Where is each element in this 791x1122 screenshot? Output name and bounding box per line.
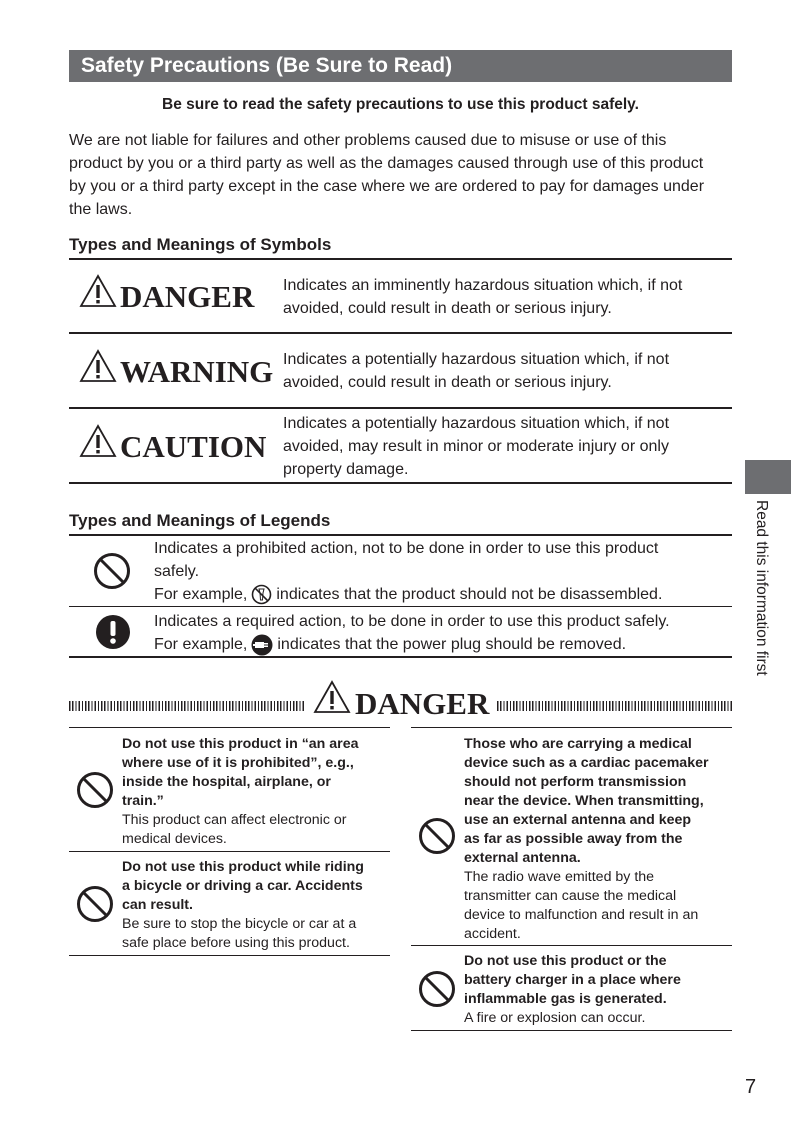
divider xyxy=(69,407,732,409)
danger-item-text: Do not use this product or the battery charger in a place where inflammable gas is generated. A fire or explosion can occur. xyxy=(464,953,681,1026)
alert-triangle-icon xyxy=(79,349,117,383)
section-tab xyxy=(745,460,791,494)
danger-symbol-word: DANGER xyxy=(120,279,255,314)
prohibited-icon xyxy=(76,885,114,923)
divider xyxy=(69,727,390,728)
divider xyxy=(69,534,732,536)
alert-triangle-icon xyxy=(79,274,117,308)
unplug-icon xyxy=(251,634,273,656)
danger-item-text: Do not use this product while riding a bicycle or driving a car. Accidents can result. Be sure to stop the bicycle or car at a safe place before using this product. xyxy=(122,859,364,951)
caution-description: Indicates a potentially hazardous situation which, if not avoided, may result in minor or moderate injury or only property damage. xyxy=(283,415,670,478)
danger-item-text: Those who are carrying a medical device such as a cardiac pacemaker should not perform transmission near the device. When transmitting, use an external antenna and keep as far as possible away from the external antenna. The radio wave emitted by the transmitter can cause the medical device to malfunction and result in an accident. xyxy=(464,736,709,942)
page-title: Safety Precautions (Be Sure to Read) xyxy=(81,54,453,77)
divider xyxy=(411,1030,732,1031)
prohibited-icon xyxy=(418,970,456,1008)
required-legend-text: Indicates a required action, to be done in order to use this product safely. For example, indicates that the power plug should be removed. xyxy=(154,610,670,656)
subtitle: Be sure to read the safety precautions to use this product safely. xyxy=(162,96,639,113)
section-tab-label: Read this information first xyxy=(753,500,770,676)
divider xyxy=(69,482,732,484)
mandatory-action-icon xyxy=(95,614,131,650)
intro-paragraph: We are not liable for failures and other problems caused due to misuse or use of this product by you or a third party as well as the damages caused through use of this product by you or a third party except in the case where we are ordered to pay for damages under the laws. xyxy=(69,132,705,218)
danger-item-text: Do not use this product in “an area where use of it is prohibited”, e.g., inside the hospital, airplane, or train.” This product can affect electronic or medical devices. xyxy=(122,736,359,847)
prohibited-icon xyxy=(418,817,456,855)
title-bar xyxy=(69,50,732,82)
danger-heading: DANGER xyxy=(355,686,490,721)
divider xyxy=(69,656,732,658)
warning-description: Indicates a potentially hazardous situation which, if not avoided, could result in death or serious injury. xyxy=(283,351,670,391)
caution-symbol-word: CAUTION xyxy=(120,429,267,464)
alert-triangle-icon xyxy=(313,680,351,714)
page-number: 7 xyxy=(745,1076,757,1098)
no-disassembly-icon xyxy=(251,584,272,605)
legends-heading: Types and Meanings of Legends xyxy=(69,511,331,530)
divider xyxy=(411,945,732,946)
hatch-rule-right xyxy=(497,701,732,711)
prohibited-icon xyxy=(93,552,131,590)
divider xyxy=(69,258,732,260)
divider xyxy=(69,332,732,334)
prohibited-icon xyxy=(76,771,114,809)
symbols-heading: Types and Meanings of Symbols xyxy=(69,235,332,254)
divider xyxy=(69,955,390,956)
danger-description: Indicates an imminently hazardous situation which, if not avoided, could result in death or serious injury. xyxy=(283,277,683,317)
alert-triangle-icon xyxy=(79,424,117,458)
divider xyxy=(411,727,732,728)
warning-symbol-word: WARNING xyxy=(120,354,274,389)
divider xyxy=(69,606,732,607)
divider xyxy=(69,851,390,852)
hatch-rule-left xyxy=(69,701,304,711)
prohibited-legend-text: Indicates a prohibited action, not to be done in order to use this product safely. For example, indicates that the product should not be disassembled. xyxy=(154,540,663,603)
